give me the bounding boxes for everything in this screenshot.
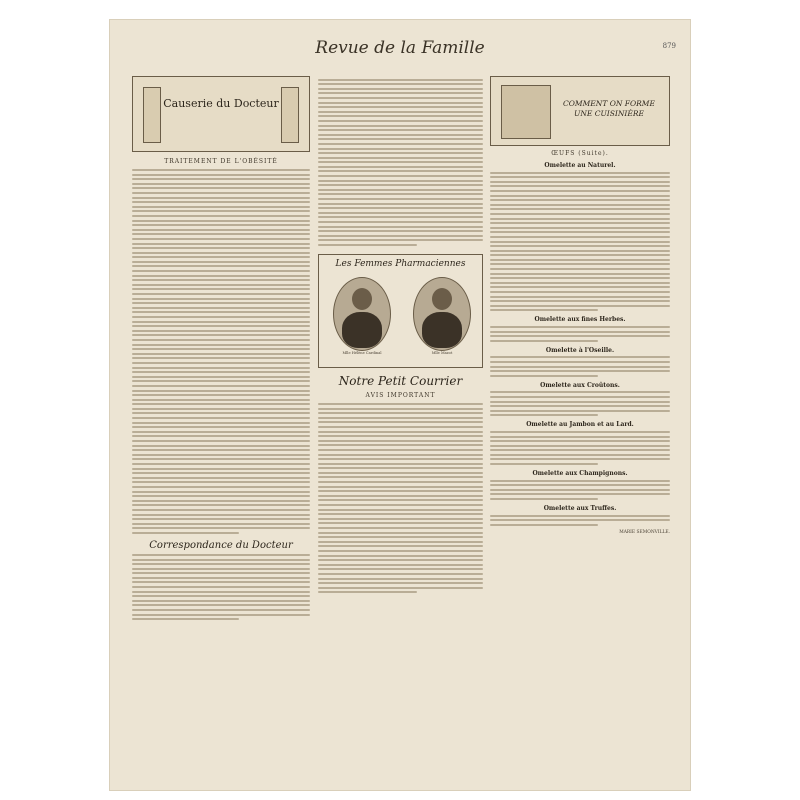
courrier-title: Notre Petit Courrier <box>338 373 463 388</box>
page-number: 879 <box>662 42 676 50</box>
middle-top-text <box>318 79 483 246</box>
recipe-title: Omelette à l'Oseille. <box>545 346 615 354</box>
recipe-body <box>490 480 670 500</box>
pharmaciennes-box <box>318 254 483 368</box>
middle-column <box>318 76 483 596</box>
recipe-title: Omelette aux fines Herbes. <box>534 316 626 324</box>
article-title: TRAITEMENT DE L'OBÉSITÉ <box>164 158 278 165</box>
lamp-icon <box>281 87 299 143</box>
cuisiniere-title: COMMENT ON FORME UNE CUISINIÈRE <box>563 99 655 118</box>
causerie-banner <box>132 76 310 152</box>
portrait-photo <box>333 277 391 351</box>
left-column <box>132 76 310 623</box>
portrait-photo <box>413 277 471 351</box>
recipe-title: Omelette au Naturel. <box>544 162 616 169</box>
courrier-subtitle: AVIS IMPORTANT <box>365 391 436 399</box>
oeufs-label: ŒUFS (Suite). <box>551 150 609 157</box>
recipe-title: Omelette aux Truffes. <box>543 505 617 513</box>
courrier-body <box>318 403 483 593</box>
stove-illustration <box>501 85 551 139</box>
magazine-page <box>110 20 690 790</box>
recipe-title: Omelette aux Croûtons. <box>540 381 620 389</box>
article-body <box>132 169 310 534</box>
right-column <box>490 76 670 535</box>
author-signature: MARIE SEMONVILLE. <box>619 529 670 535</box>
correspondance-title: Correspondance du Docteur <box>149 539 293 551</box>
portrait-caption: Mlle Hélène Cardinal <box>342 350 382 355</box>
lamp-icon <box>143 87 161 143</box>
recipe-body <box>490 172 670 312</box>
pharmaciennes-title: Les Femmes Pharmaciennes <box>335 258 466 269</box>
masthead-title: Revue de la Famille <box>315 38 485 58</box>
recipe-body <box>490 326 670 342</box>
portrait-caption: Mlle Mazot <box>431 350 453 355</box>
recipe-body <box>490 391 670 416</box>
causerie-title: Causerie du Docteur <box>163 97 279 110</box>
recipe-body <box>490 431 670 465</box>
recipe-body <box>490 515 670 526</box>
cuisiniere-banner <box>490 76 670 146</box>
recipe-title: Omelette au Jambon et au Lard. <box>526 421 634 429</box>
correspondance-body <box>132 554 310 620</box>
recipe-body <box>490 356 670 376</box>
recipe-title: Omelette aux Champignons. <box>532 470 628 478</box>
